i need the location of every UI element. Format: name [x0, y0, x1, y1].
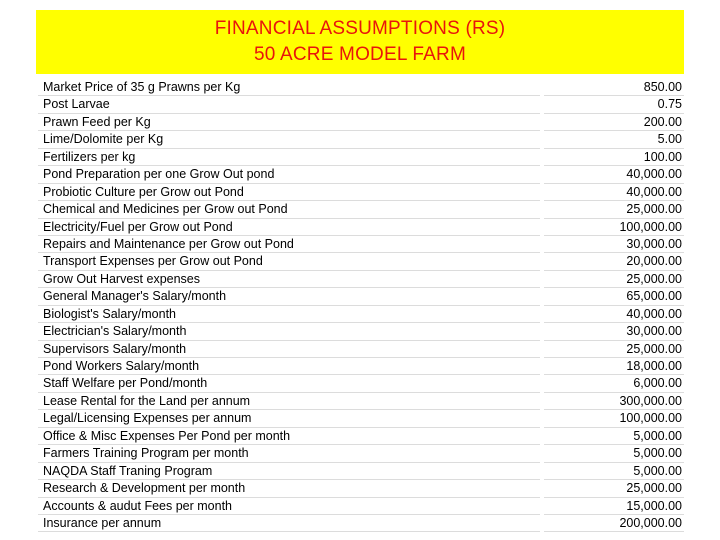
row-label: Biologist's Salary/month [38, 306, 540, 323]
row-label: Supervisors Salary/month [38, 341, 540, 358]
row-value: 100,000.00 [544, 410, 684, 427]
row-value: 5,000.00 [544, 463, 684, 480]
row-label: Pond Workers Salary/month [38, 358, 540, 375]
table-row [38, 480, 684, 497]
row-value: 200.00 [544, 114, 684, 131]
row-value: 25,000.00 [544, 201, 684, 218]
row-label: Grow Out Harvest expenses [38, 271, 540, 288]
row-label: Post Larvae [38, 96, 540, 113]
row-label: General Manager's Salary/month [38, 288, 540, 305]
table-row [38, 358, 684, 375]
table-row [38, 114, 684, 131]
row-label: Market Price of 35 g Prawns per Kg [38, 79, 540, 96]
row-label: Prawn Feed per Kg [38, 114, 540, 131]
row-label: Repairs and Maintenance per Grow out Pond [38, 236, 540, 253]
row-label: Transport Expenses per Grow out Pond [38, 253, 540, 270]
table-row [38, 131, 684, 148]
row-label: Staff Welfare per Pond/month [38, 375, 540, 392]
table-row [38, 288, 684, 305]
table-row [38, 428, 684, 445]
row-value: 5.00 [544, 131, 684, 148]
row-value: 6,000.00 [544, 375, 684, 392]
table-row [38, 341, 684, 358]
row-label: Lime/Dolomite per Kg [38, 131, 540, 148]
table-row [38, 253, 684, 270]
assumptions-table [38, 79, 684, 532]
row-label: Accounts & audut Fees per month [38, 498, 540, 515]
table-row [38, 96, 684, 113]
row-value: 30,000.00 [544, 323, 684, 340]
table-row [38, 445, 684, 462]
table-row [38, 515, 684, 532]
row-value: 5,000.00 [544, 428, 684, 445]
row-label: Insurance per annum [38, 515, 540, 532]
row-value: 100,000.00 [544, 219, 684, 236]
table-row [38, 271, 684, 288]
table-row [38, 323, 684, 340]
row-value: 300,000.00 [544, 393, 684, 410]
table-row [38, 463, 684, 480]
row-value: 0.75 [544, 96, 684, 113]
row-label: Probiotic Culture per Grow out Pond [38, 184, 540, 201]
table-row [38, 149, 684, 166]
row-label: Electrician's Salary/month [38, 323, 540, 340]
table-row [38, 306, 684, 323]
table-row [38, 79, 684, 96]
row-label: Research & Development per month [38, 480, 540, 497]
row-label: Office & Misc Expenses Per Pond per month [38, 428, 540, 445]
row-value: 25,000.00 [544, 271, 684, 288]
title-line-2: 50 ACRE MODEL FARM [254, 44, 466, 65]
row-value: 65,000.00 [544, 288, 684, 305]
row-value: 100.00 [544, 149, 684, 166]
row-value: 15,000.00 [544, 498, 684, 515]
row-label: Lease Rental for the Land per annum [38, 393, 540, 410]
row-label: Fertilizers per kg [38, 149, 540, 166]
table-row [38, 410, 684, 427]
row-label: Pond Preparation per one Grow Out pond [38, 166, 540, 183]
table-row [38, 375, 684, 392]
row-label: Farmers Training Program per month [38, 445, 540, 462]
row-label: Electricity/Fuel per Grow out Pond [38, 219, 540, 236]
table-row [38, 498, 684, 515]
row-label: Legal/Licensing Expenses per annum [38, 410, 540, 427]
row-label: NAQDA Staff Traning Program [38, 463, 540, 480]
row-value: 5,000.00 [544, 445, 684, 462]
row-value: 200,000.00 [544, 515, 684, 532]
row-value: 40,000.00 [544, 184, 684, 201]
row-value: 18,000.00 [544, 358, 684, 375]
row-value: 40,000.00 [544, 166, 684, 183]
title-banner [36, 10, 684, 74]
row-value: 850.00 [544, 79, 684, 96]
row-value: 40,000.00 [544, 306, 684, 323]
row-value: 25,000.00 [544, 341, 684, 358]
table-row [38, 219, 684, 236]
table-row [38, 393, 684, 410]
table-row [38, 201, 684, 218]
row-value: 20,000.00 [544, 253, 684, 270]
row-value: 25,000.00 [544, 480, 684, 497]
row-label: Chemical and Medicines per Grow out Pond [38, 201, 540, 218]
table-row [38, 166, 684, 183]
table-row [38, 184, 684, 201]
row-value: 30,000.00 [544, 236, 684, 253]
table-row [38, 236, 684, 253]
title-line-1: FINANCIAL ASSUMPTIONS (RS) [214, 18, 506, 39]
